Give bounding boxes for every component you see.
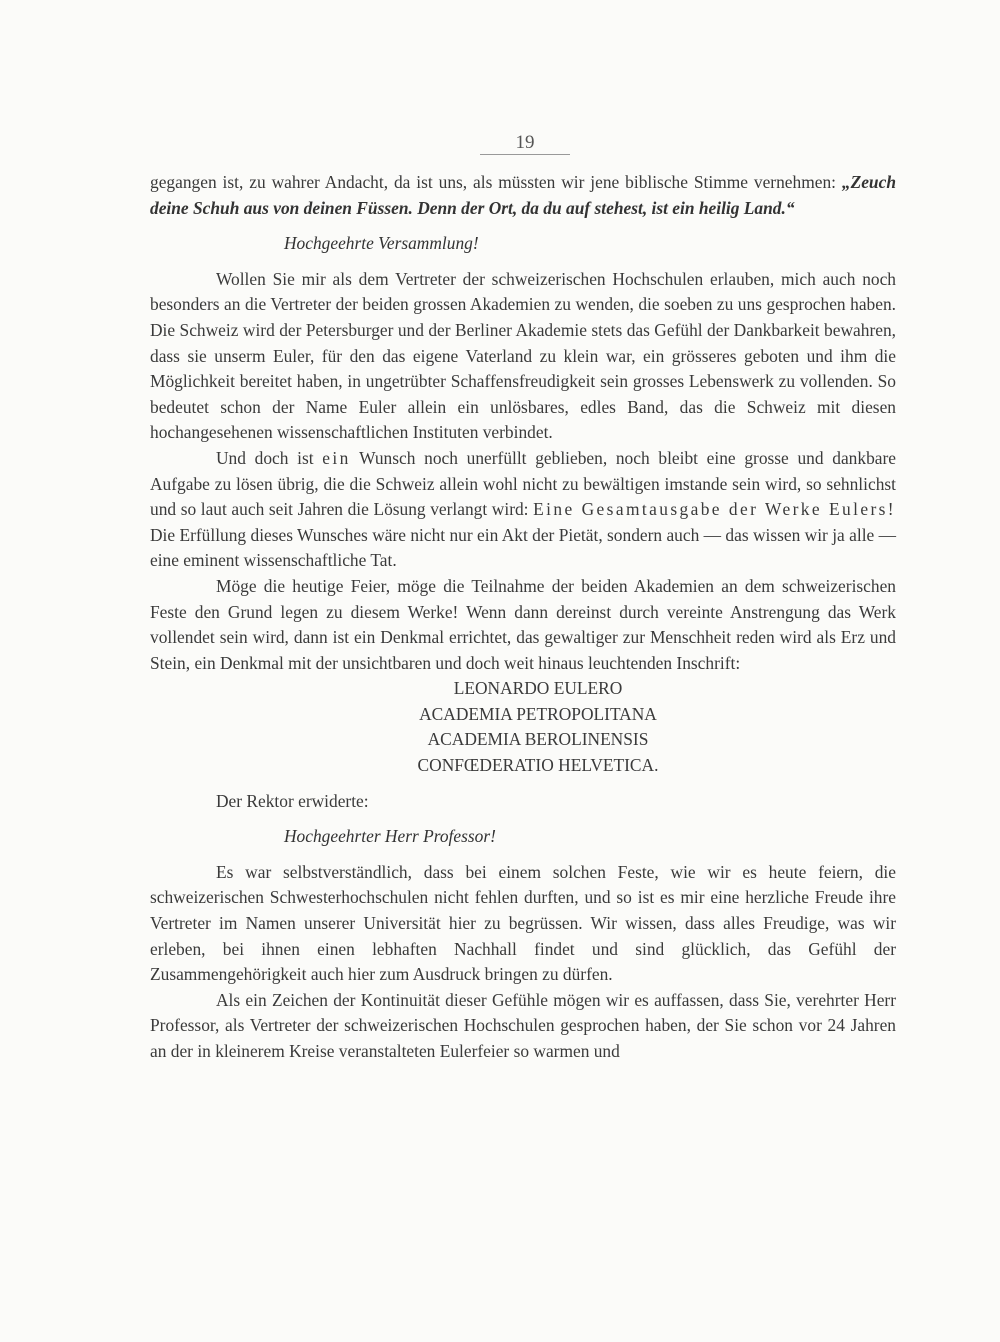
paragraph-7: Als ein Zeichen der Kontinuität dieser Gefühle mögen wir es auffassen, dass Sie, verehrter Herr Professor, als Vertreter der schweizerischen Hochschulen gesprochen haben, der Sie schon vor 24 Jahren an der in kleinerem Kreise veranstalteten Eulerfeier so warmen und xyxy=(150,989,896,1061)
body-text xyxy=(150,170,896,1065)
paragraph-5: Der Rektor erwiderte: xyxy=(216,790,369,811)
paragraph-3 xyxy=(150,446,896,574)
paragraph-2: Wollen Sie mir als dem Vertreter der schweizerischen Hochschulen erlauben, mich auch noch besonders an die Vertreter der beiden grossen Akademien zu wenden, die soeben zu uns gesprochen haben. Die Schweiz wird der Petersburger und der Berliner Akademie stets das Gefühl der Dankbarkeit bewahren, dass sie unserm Euler, für den das eigene Vaterland zu klein war, ein grösseres geboten und ihm die Möglichkeit bereitet haben, in ungetrübter Schaffensfreudigkeit sein grosses Lebenswerk zu vollenden. So bedeutet schon der Name Euler allein ein unlösbares, edles Band, das die Schweiz mit diesen hochangesehenen wissenschaftlichen Instituten verbindet. xyxy=(150,268,896,443)
inscription-line: LEONARDO EULERO xyxy=(453,678,623,699)
paragraph-3-text-c: Die Erfüllung dieses Wunsches wäre nicht nur ein Akt der Pietät, sondern auch — das wissen wir ja alle — eine eminent wissenschaftliche Tat. xyxy=(150,524,896,571)
paragraph-3-text-a: Und doch ist xyxy=(216,447,323,468)
paragraph-6: Es war selbstverständlich, dass bei einem solchen Feste, wie wir es heute feiern, die schweizerischen Schwesterhochschulen nicht fehlen durften, und so ist es mir eine herzliche Freude ihre Vertreter im Namen unserer Universität hier zu begrüssen. Wir wissen, dass alles Freudige, was wir erleben, bei ihnen einen lebhaften Nachhall findet und sind glücklich, das Gefühl der Zusammengehörigkeit auch hier zum Ausdruck bringen zu dürfen. xyxy=(150,861,896,985)
inscription-line: ACADEMIA PETROPOLITANA xyxy=(419,703,657,724)
spacer xyxy=(150,814,896,824)
spacer xyxy=(150,779,896,789)
spacer xyxy=(150,850,896,860)
paragraph-1-text: gegangen ist, zu wahrer Andacht, da ist uns, als müssten wir jene biblische Stimme vernehmen: xyxy=(150,172,842,192)
salutation-heading-2: Hochgeehrter Herr Professor! xyxy=(284,826,496,847)
spacer xyxy=(150,257,896,267)
bible-quote: „Zeuch deine Schuh aus von deinen Füssen. Denn der Ort, da du auf stehest, ist ein heilig Land.“ xyxy=(150,172,896,218)
paragraph-1 xyxy=(150,170,896,221)
emphasis-gesamtausgabe: Eine Gesamtausgabe der Werke Eulers! xyxy=(533,499,896,520)
inscription xyxy=(150,676,896,778)
page-number-rule xyxy=(480,154,570,155)
salutation-heading-1: Hochgeehrte Versammlung! xyxy=(284,233,479,254)
page-number: 19 xyxy=(515,132,535,153)
inscription-line: ACADEMIA BEROLINENSIS xyxy=(427,729,649,750)
emphasis-ein: ein xyxy=(322,447,351,468)
paragraph-4: Möge die heutige Feier, möge die Teilnahme der beiden Akademien an dem schweizerischen Feste den Grund legen zu diesem Werke! Wenn dann dereinst durch vereinte Anstrengung das Werk vollendet sein wird, dann ist ein Denkmal errichtet, das gewaltiger zur Menschheit reden wird als Erz und Stein, ein Denkmal mit der unsichtbaren und doch weit hinaus leuchtenden Inschrift: xyxy=(150,575,896,673)
paragraph-3-text-b: Wunsch noch unerfüllt geblieben, noch bleibt eine grosse und dankbare Aufgabe zu lösen übrig, die die Schweiz allein wohl nicht zu bewältigen imstande sein wird, so sehnlichst und so laut auch seit Jahren die Lösung verlangt wird: xyxy=(150,447,896,520)
spacer xyxy=(150,221,896,231)
inscription-line: CONFŒDERATIO HELVETICA. xyxy=(417,755,659,776)
